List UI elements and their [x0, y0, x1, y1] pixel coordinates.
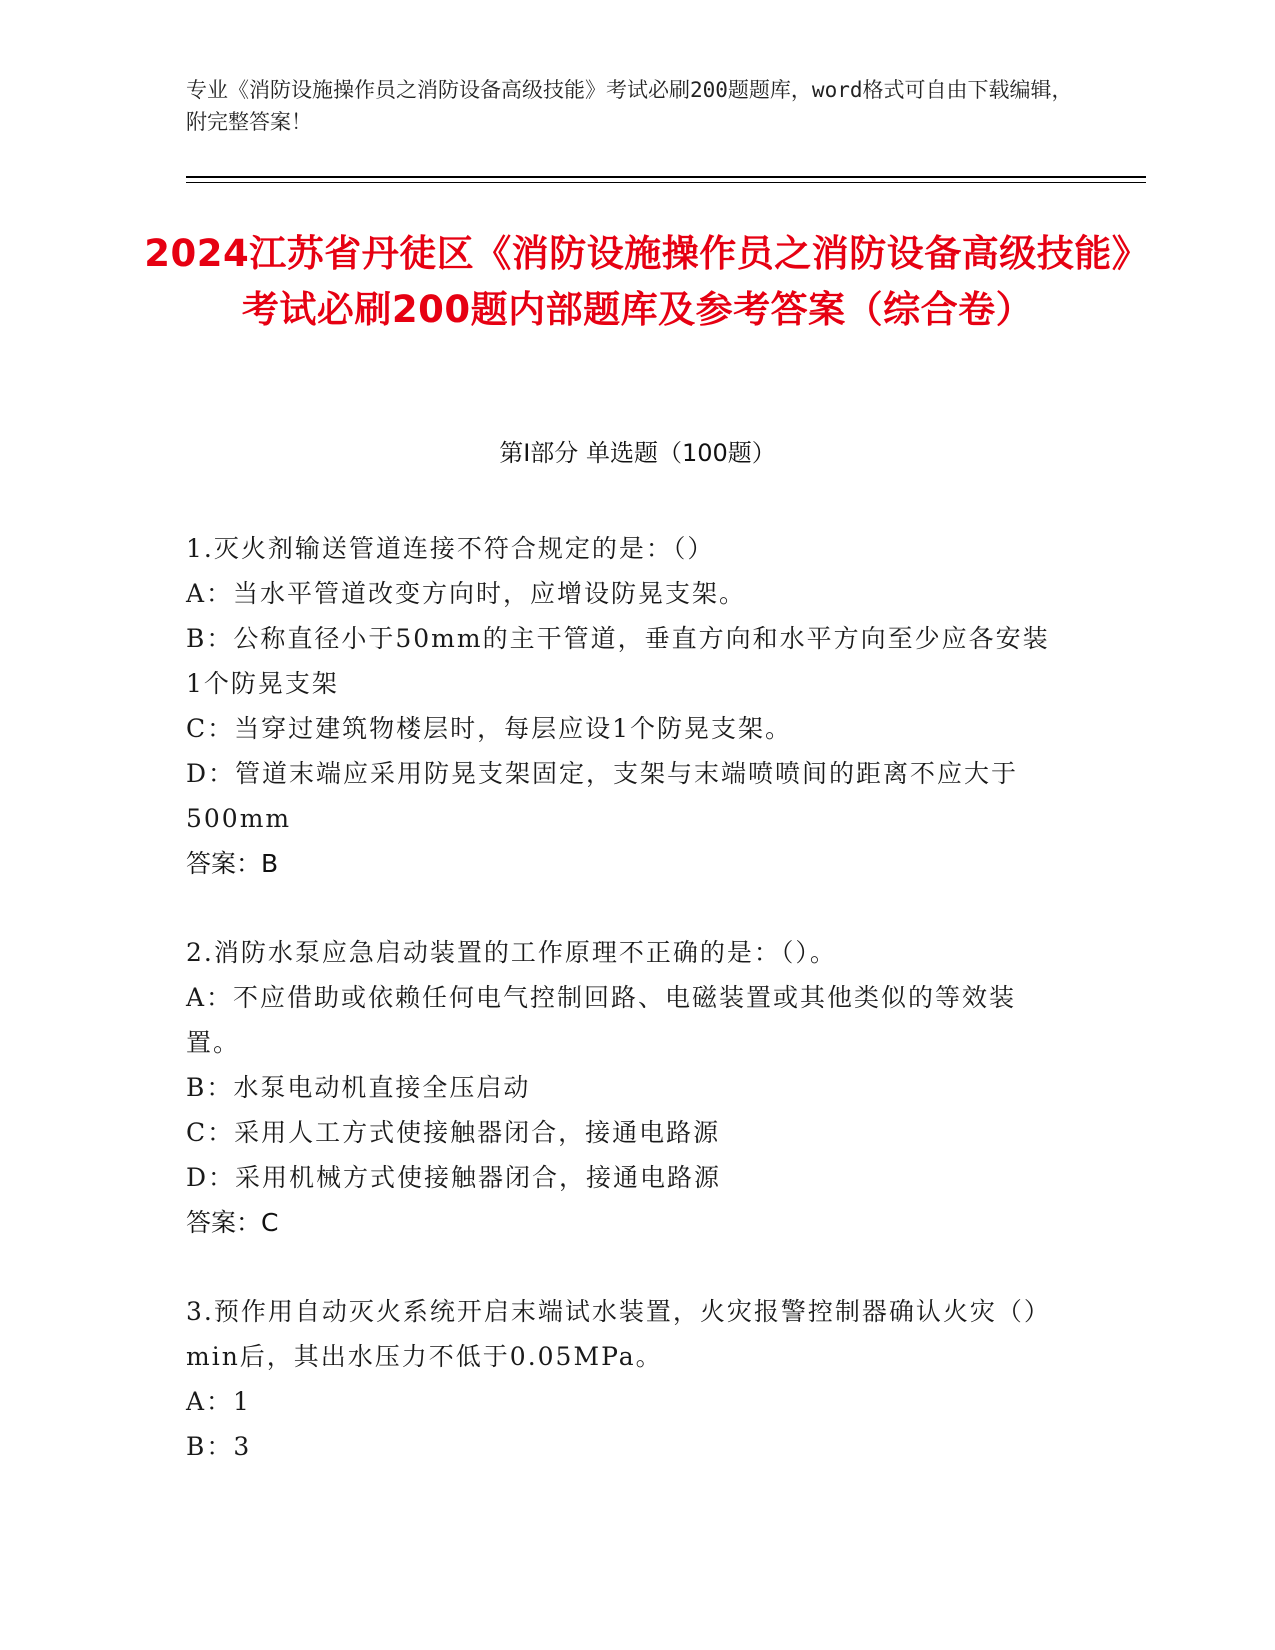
section-title: 第Ⅰ部分 单选题（100题）: [499, 439, 776, 467]
option-c: C：当穿过建筑物楼层时，每层应设1个防晃支架。: [186, 714, 793, 743]
option-b: B：公称直径小于50mm的主干管道，垂直方向和水平方向至少应各安装1个防晃支架: [186, 624, 1050, 698]
document-title: 2024江苏省丹徒区《消防设施操作员之消防设备高级技能》考试必刷200题内部题库及参考答案（综合卷）: [144, 232, 1131, 331]
option-c: C：采用人工方式使接触器闭合，接通电路源: [186, 1118, 721, 1147]
answer-label: 答案：B: [186, 849, 279, 878]
option-a: A：1: [186, 1387, 251, 1416]
header-note: 专业《消防设施操作员之消防设备高级技能》考试必刷200题题库，word格式可自由下载编辑，附完整答案！: [186, 78, 1073, 134]
option-d: D：采用机械方式使接触器闭合，接通电路源: [186, 1163, 722, 1192]
question-list: [186, 526, 1066, 1513]
question-stem: 1.灭火剂输送管道连接不符合规定的是：（）: [186, 534, 715, 563]
answer-label: 答案：C: [186, 1208, 279, 1237]
option-b: B：3: [186, 1432, 252, 1461]
question-3: [186, 1289, 1066, 1469]
question-stem: 2.消防水泵应急启动装置的工作原理不正确的是：（）。: [186, 938, 837, 967]
question-2: [186, 930, 1066, 1245]
header-divider-thin: [186, 182, 1146, 183]
question-stem: 3.预作用自动灭火系统开启末端试水装置，火灾报警控制器确认火灾（）min后，其出水压力不低于0.05MPa。: [186, 1297, 1051, 1371]
header-divider-thick: [186, 176, 1146, 178]
option-a: A：当水平管道改变方向时，应增设防晃支架。: [186, 579, 747, 608]
option-a: A：不应借助或依赖任何电气控制回路、电磁装置或其他类似的等效装置。: [186, 983, 1017, 1057]
option-b: B：水泵电动机直接全压启动: [186, 1073, 531, 1102]
question-1: [186, 526, 1066, 886]
option-d: D：管道末端应采用防晃支架固定，支架与末端喷喷间的距离不应大于500mm: [186, 759, 1019, 833]
